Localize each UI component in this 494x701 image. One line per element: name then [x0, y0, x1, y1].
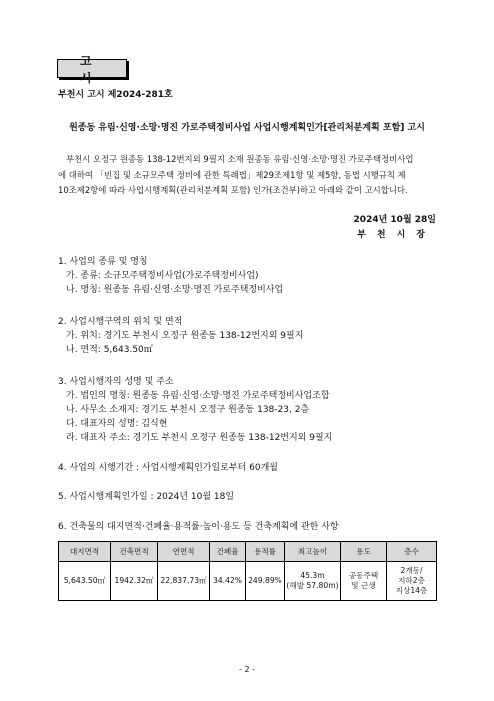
section-heading: 1. 사업의 종류 및 명칭 [58, 257, 148, 267]
table-header-cell: 용도 [341, 542, 387, 562]
table-cell: 45.3m (해발 57.80m) [285, 562, 341, 601]
table-header-cell: 건폐율 [210, 542, 246, 562]
table-header-row [59, 542, 437, 562]
table-row [59, 562, 437, 601]
building-plan-table [58, 541, 437, 601]
body-line-2: 에 대하여 「빈집 및 소규모주택 정비에 관한 특례법」제29조제1항 및 제5항, 동법 시행규칙 제 [58, 169, 406, 180]
notice-headline: 원종동 유림·신영·소망·명진 가로주택정비사업 사업시행계획인가[관리처분계획 포함] 고시 [69, 123, 425, 133]
section-item: 가. 위치: 경기도 부천시 오정구 원종동 138-12번지외 9필지 [66, 331, 304, 341]
issuing-organization: 부천시장 [357, 230, 436, 240]
notice-label: 고 시 [80, 53, 114, 85]
section-item: 라. 대표자 주소: 경기도 부천시 오정구 원종동 138-12번지외 9필지 [66, 433, 333, 443]
table-header-cell: 건축면적 [111, 542, 158, 562]
section-item: 가. 종류: 소규모주택정비사업(가로주택정비사업) [66, 271, 259, 281]
table-cell: 1942.32㎡ [111, 562, 158, 601]
table-cell: 22,837.73㎡ [158, 562, 210, 601]
section-item: 나. 사무소 소재지: 경기도 부천시 오정구 원종동 138-23, 2층 [66, 405, 310, 415]
table-cell: 249.89% [246, 562, 285, 601]
notice-body [58, 152, 438, 199]
section-heading: 3. 사업시행자의 성명 및 주소 [58, 377, 174, 387]
section-item: 다. 대표자의 성명: 김식현 [66, 419, 168, 429]
section-heading: 2. 사업시행구역의 위치 및 면적 [58, 317, 183, 327]
section-2 [58, 315, 303, 357]
table-header-cell: 층수 [387, 542, 437, 562]
notice-number: 부천시 고시 제2024-281호 [58, 90, 173, 100]
section-heading: 5. 사업시행계획인가일 : 2024년 10월 18일 [58, 492, 235, 502]
section-heading: 4. 사업의 시행기간 : 사업시행계획인가일로부터 60개월 [58, 463, 278, 473]
table-header-cell: 연면적 [158, 542, 210, 562]
table-header-cell: 최고높이 [285, 542, 341, 562]
section-item: 나. 면적: 5,643.50㎡ [66, 345, 153, 355]
body-line-3: 10조제2항에 따라 사업시행계획(관리처분계획 포함) 인가(조건부)하고 아래와 같이 고시합니다. [58, 185, 408, 195]
table-cell: 5,643.50㎡ [59, 562, 111, 601]
table-cell: 2개동/ 지하2층 지상14층 [387, 562, 437, 601]
section-heading: 6. 건축물의 대지면적·건폐율·용적률·높이·용도 등 건축계획에 관한 사항 [58, 522, 339, 532]
section-item: 가. 법인의 명칭: 원종동 유림·신영·소망·명진 가로주택정비사업조합 [66, 391, 330, 401]
body-line-1: 부천시 오정구 원종동 138-12번지외 9필지 소재 원종동 유림·신영·소망·명진 가로주택정비사업 [66, 154, 414, 164]
table-cell: 34.42% [210, 562, 246, 601]
table-header-cell: 대지면적 [59, 542, 111, 562]
section-4 [58, 461, 278, 475]
notice-title-box [57, 53, 127, 85]
section-item: 나. 명칭: 원종동 유림·신영·소망·명진 가로주택정비사업 [66, 285, 284, 295]
table-cell: 공동주택 및 근생 [341, 562, 387, 601]
section-6 [58, 520, 339, 534]
section-5 [58, 490, 234, 504]
section-1 [58, 255, 283, 297]
section-3 [58, 375, 332, 445]
page-number: - 2 - [239, 665, 255, 674]
table-header-cell: 용적률 [246, 542, 285, 562]
notice-date: 2024년 10월 28일 [353, 215, 436, 225]
